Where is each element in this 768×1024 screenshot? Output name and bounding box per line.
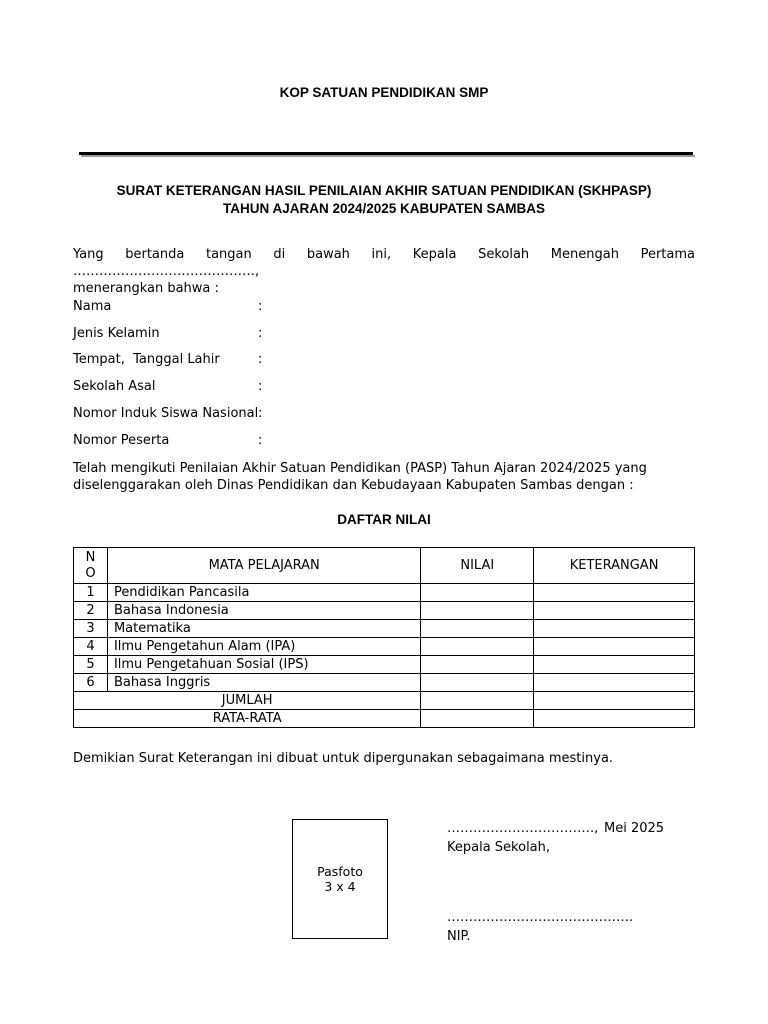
- intro-line2: menerangkan bahwa :: [73, 281, 219, 296]
- subject-name: Ilmu Pengetahun Alam (IPA): [113, 639, 296, 654]
- table-row: [74, 656, 695, 674]
- score-cell[interactable]: [421, 584, 534, 602]
- intro-paragraph: [73, 246, 695, 297]
- subject-name: Pendidikan Pancasila: [113, 585, 250, 600]
- subject-cell: [107, 674, 420, 692]
- closing-statement: Demikian Surat Keterangan ini dibuat untuk dipergunakan sebagaimana mestinya.: [73, 751, 614, 766]
- subject-name: Bahasa Inggris: [113, 675, 211, 690]
- subject-name: Ilmu Pengetahuan Sosial (IPS): [113, 657, 309, 672]
- remark-cell[interactable]: [534, 602, 695, 620]
- remark-cell[interactable]: [534, 584, 695, 602]
- field-colon: :: [258, 406, 263, 421]
- signature-role: Kepala Sekolah,: [447, 840, 551, 855]
- field-label-sekolah-asal: Sekolah Asal: [73, 379, 156, 394]
- subject-cell: [107, 620, 420, 638]
- signature-nip: NIP.: [447, 929, 471, 944]
- statement-paragraph: [73, 460, 695, 494]
- letterhead-title: KOP SATUAN PENDIDIKAN SMP: [279, 85, 489, 100]
- field-colon: :: [258, 299, 263, 314]
- total-row: [74, 692, 695, 710]
- field-label-nama: Nama: [73, 299, 112, 314]
- statement-line2: diselenggarakan oleh Dinas Pendidikan dan Kebudayaan Kabupaten Sambas dengan :: [73, 478, 634, 493]
- table-row: [74, 620, 695, 638]
- field-label-nomor-peserta: Nomor Peserta: [73, 433, 170, 448]
- subject-name: Bahasa Indonesia: [113, 603, 229, 618]
- table-row: [74, 638, 695, 656]
- signature-name: …………………………………….: [447, 910, 634, 925]
- intro-line1: Yang bertanda tangan di bawah ini, Kepala Sekolah Menengah Pertama ……………………………………,: [73, 247, 695, 279]
- average-remark-cell[interactable]: [534, 710, 695, 728]
- row-number: 4: [74, 638, 108, 656]
- field-colon: :: [258, 352, 263, 367]
- row-number: 3: [74, 620, 108, 638]
- document-title-line2: TAHUN AJARAN 2024/2025 KABUPATEN SAMBAS: [222, 201, 546, 216]
- table-row: [74, 674, 695, 692]
- column-header-keterangan: KETERANGAN: [534, 548, 695, 584]
- remark-cell[interactable]: [534, 674, 695, 692]
- row-number: 5: [74, 656, 108, 674]
- score-cell[interactable]: [421, 638, 534, 656]
- column-header-no-line1: N: [85, 549, 96, 565]
- field-label-nisn: Nomor Induk Siswa Nasional: [73, 406, 259, 421]
- field-label-jenis-kelamin: Jenis Kelamin: [73, 326, 160, 341]
- field-colon: :: [258, 433, 263, 448]
- average-score-cell[interactable]: [421, 710, 534, 728]
- field-colon: :: [258, 379, 263, 394]
- score-cell[interactable]: [421, 674, 534, 692]
- photo-label: Pasfoto: [317, 864, 363, 879]
- statement-line1: Telah mengikuti Penilaian Akhir Satuan Pendidikan (PASP) Tahun Ajaran 2024/2025 yang: [73, 461, 647, 476]
- grades-heading: DAFTAR NILAI: [337, 512, 431, 527]
- total-score-cell[interactable]: [421, 692, 534, 710]
- total-remark-cell[interactable]: [534, 692, 695, 710]
- grades-table-header: [74, 548, 695, 584]
- field-label-tempat-tanggal-lahir: Tempat, Tanggal Lahir: [73, 352, 220, 367]
- letterhead-rule-shadow: [81, 155, 695, 157]
- score-cell[interactable]: [421, 656, 534, 674]
- grades-table: [73, 547, 695, 728]
- remark-cell[interactable]: [534, 656, 695, 674]
- remark-cell[interactable]: [534, 638, 695, 656]
- subject-name: Matematika: [113, 621, 191, 636]
- subject-cell: [107, 656, 420, 674]
- average-row: [74, 710, 695, 728]
- score-cell[interactable]: [421, 620, 534, 638]
- signature-place: …………………………….,: [447, 821, 599, 836]
- photo-size: 3 x 4: [324, 879, 356, 894]
- row-number: 2: [74, 602, 108, 620]
- column-header-mata-pelajaran: MATA PELAJARAN: [107, 548, 420, 584]
- row-number: 1: [74, 584, 108, 602]
- photo-placeholder: [292, 819, 388, 939]
- table-row: [74, 584, 695, 602]
- field-colon: :: [258, 326, 263, 341]
- total-label: JUMLAH: [74, 692, 421, 710]
- subject-cell: [107, 602, 420, 620]
- row-number: 6: [74, 674, 108, 692]
- average-label: RATA-RATA: [74, 710, 421, 728]
- document-title-line1: SURAT KETERANGAN HASIL PENILAIAN AKHIR SATUAN PENDIDIKAN (SKHPASP): [116, 183, 652, 198]
- remark-cell[interactable]: [534, 620, 695, 638]
- table-row: [74, 602, 695, 620]
- column-header-nilai: NILAI: [421, 548, 534, 584]
- subject-cell: [107, 584, 420, 602]
- score-cell[interactable]: [421, 602, 534, 620]
- column-header-no-line2: O: [85, 565, 96, 581]
- subject-cell: [107, 638, 420, 656]
- signature-date: Mei 2025: [604, 821, 665, 836]
- column-header-no: [74, 548, 108, 584]
